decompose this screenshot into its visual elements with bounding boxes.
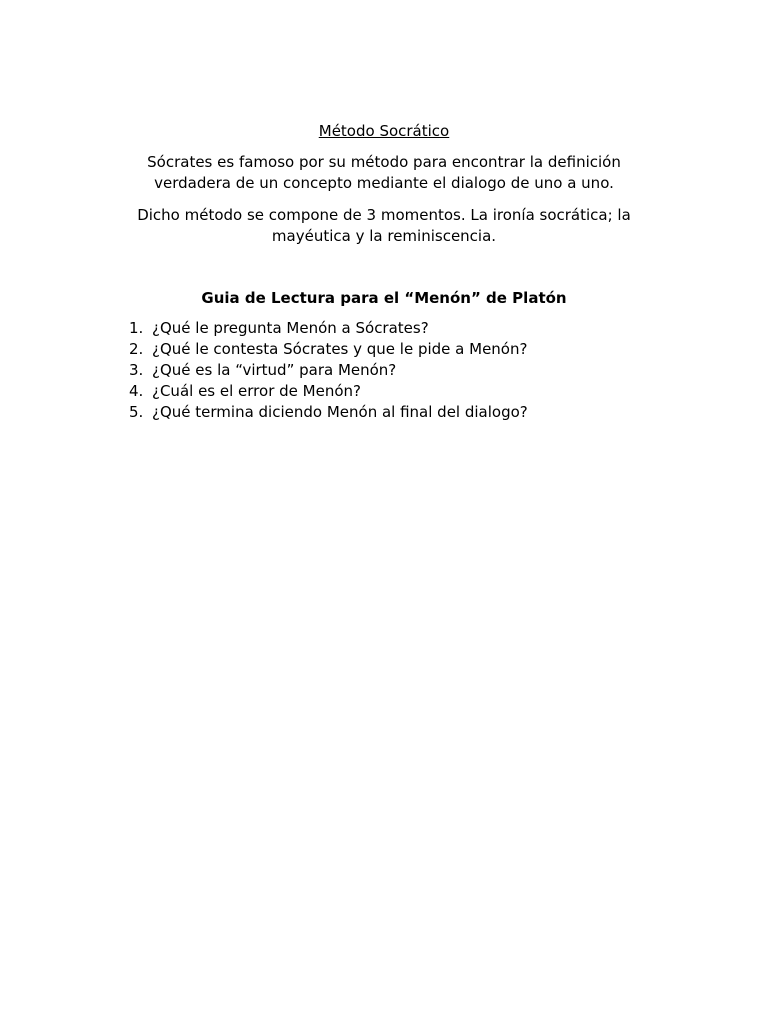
question-number: 3. [129, 361, 144, 379]
question-number: 1. [129, 319, 144, 337]
question-text: ¿Cuál es el error de Menón? [152, 382, 361, 400]
list-item [129, 318, 528, 339]
list-item [129, 381, 528, 402]
question-number: 2. [129, 340, 144, 358]
question-text: ¿Qué le pregunta Menón a Sócrates? [152, 319, 429, 337]
question-number: 4. [129, 382, 144, 400]
question-number: 5. [129, 403, 144, 421]
list-item [129, 360, 528, 381]
intro-paragraph: Sócrates es famoso por su método para encontrar la definición verdadera de un concepto mediante el dialogo de uno a uno. [147, 153, 621, 192]
document-title: Método Socrático [318, 122, 450, 140]
list-item [129, 402, 528, 423]
list-item [129, 339, 528, 360]
question-text: ¿Qué le contesta Sócrates y que le pide a Menón? [152, 340, 528, 358]
question-list [129, 318, 528, 423]
reading-guide-title: Guia de Lectura para el “Menón” de Platón [201, 289, 567, 307]
question-text: ¿Qué es la “virtud” para Menón? [152, 361, 397, 379]
question-text: ¿Qué termina diciendo Menón al final del dialogo? [152, 403, 528, 421]
method-paragraph: Dicho método se compone de 3 momentos. La ironía socrática; la mayéutica y la reminiscencia. [137, 206, 631, 245]
